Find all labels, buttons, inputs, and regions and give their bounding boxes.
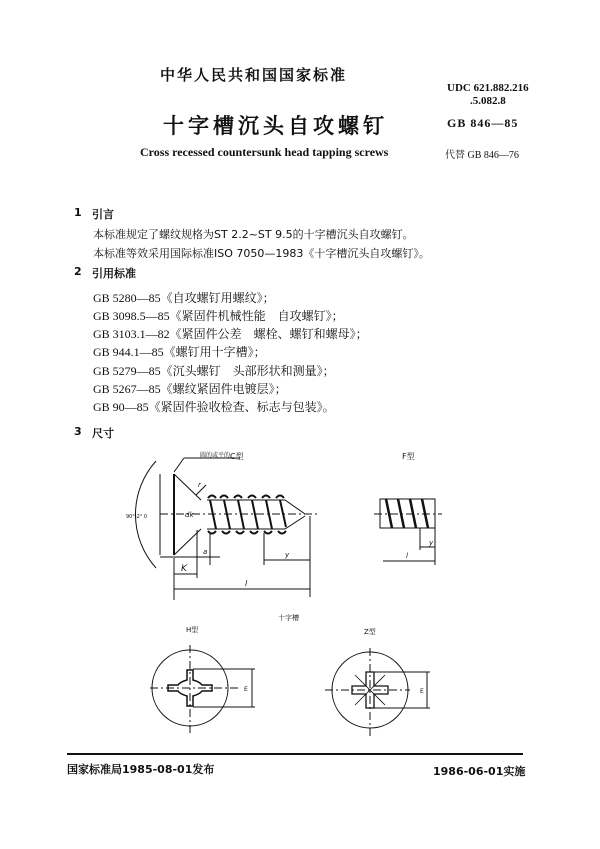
english-title: Cross recessed countersunk head tapping screws: [140, 145, 389, 159]
head-note: 圆的或平的: [200, 452, 231, 459]
f-l-label: l: [406, 552, 408, 560]
reference-item: GB 90—85《紧固件验收检查、标志与包装》。: [93, 400, 335, 414]
section-3-title: 尺寸: [92, 427, 114, 440]
recess-title: 十字槽: [278, 614, 299, 622]
udc-line1: UDC 621.882.216: [447, 82, 529, 94]
z-type-recess: [325, 648, 430, 738]
h-type-label: H型: [186, 626, 199, 634]
f-type-label: F型: [402, 452, 415, 461]
standard-number: GB 846—85: [447, 116, 519, 130]
issued-date: 国家标准局1985-08-01发布: [67, 763, 215, 776]
page-title: 十字槽沉头自攻螺钉: [163, 114, 388, 138]
section-1-number: 1: [74, 206, 82, 219]
c-type-label: C型: [230, 452, 244, 461]
reference-item: GB 5280—85《自攻螺钉用螺纹》；: [93, 291, 275, 305]
udc-line2: .5.082.8: [470, 95, 506, 107]
z-e-label: E: [420, 688, 424, 695]
effective-date: 1986-06-01实施: [433, 765, 526, 778]
replaces-note: 代替 GB 846—76: [445, 150, 519, 161]
reference-item: GB 3103.1—82《紧固件公差 螺栓、螺钉和螺母》；: [93, 327, 368, 341]
paragraph: 本标准规定了螺纹规格为ST 2.2~ST 9.5的十字槽沉头自攻螺钉。: [93, 228, 414, 241]
reference-item: GB 5267—85《螺纹紧固件电镀层》；: [93, 382, 287, 396]
reference-item: GB 944.1—85《螺钉用十字槽》；: [93, 345, 266, 359]
section-3-number: 3: [74, 425, 82, 438]
section-2-title: 引用标准: [92, 267, 136, 280]
c-type-screw: [135, 458, 320, 600]
angle-label: 90°-2° 0: [126, 514, 148, 520]
h-e-label: E: [244, 686, 248, 693]
f-y-label: y: [429, 539, 434, 547]
l-label: l: [245, 579, 248, 588]
z-type-label: Z型: [364, 628, 376, 636]
y-label: y: [285, 551, 290, 559]
f-type-screw: [374, 499, 442, 565]
a-label: a: [203, 548, 208, 556]
dk-label: dk: [185, 511, 194, 519]
reference-item: GB 5279—85《沉头螺钉 头部形状和测量》；: [93, 364, 335, 378]
reference-item: GB 3098.5—85《紧固件机械性能 自攻螺钉》；: [93, 309, 344, 323]
section-1-title: 引言: [92, 208, 114, 221]
paragraph: 本标准等效采用国际标准ISO 7050—1983《十字槽沉头自攻螺钉》。: [93, 247, 430, 260]
issuing-org: 中华人民共和国国家标准: [160, 66, 348, 84]
section-2-number: 2: [74, 265, 82, 278]
k-label: K: [181, 564, 187, 574]
h-type-recess: [150, 645, 255, 735]
r-label: r: [198, 481, 201, 489]
